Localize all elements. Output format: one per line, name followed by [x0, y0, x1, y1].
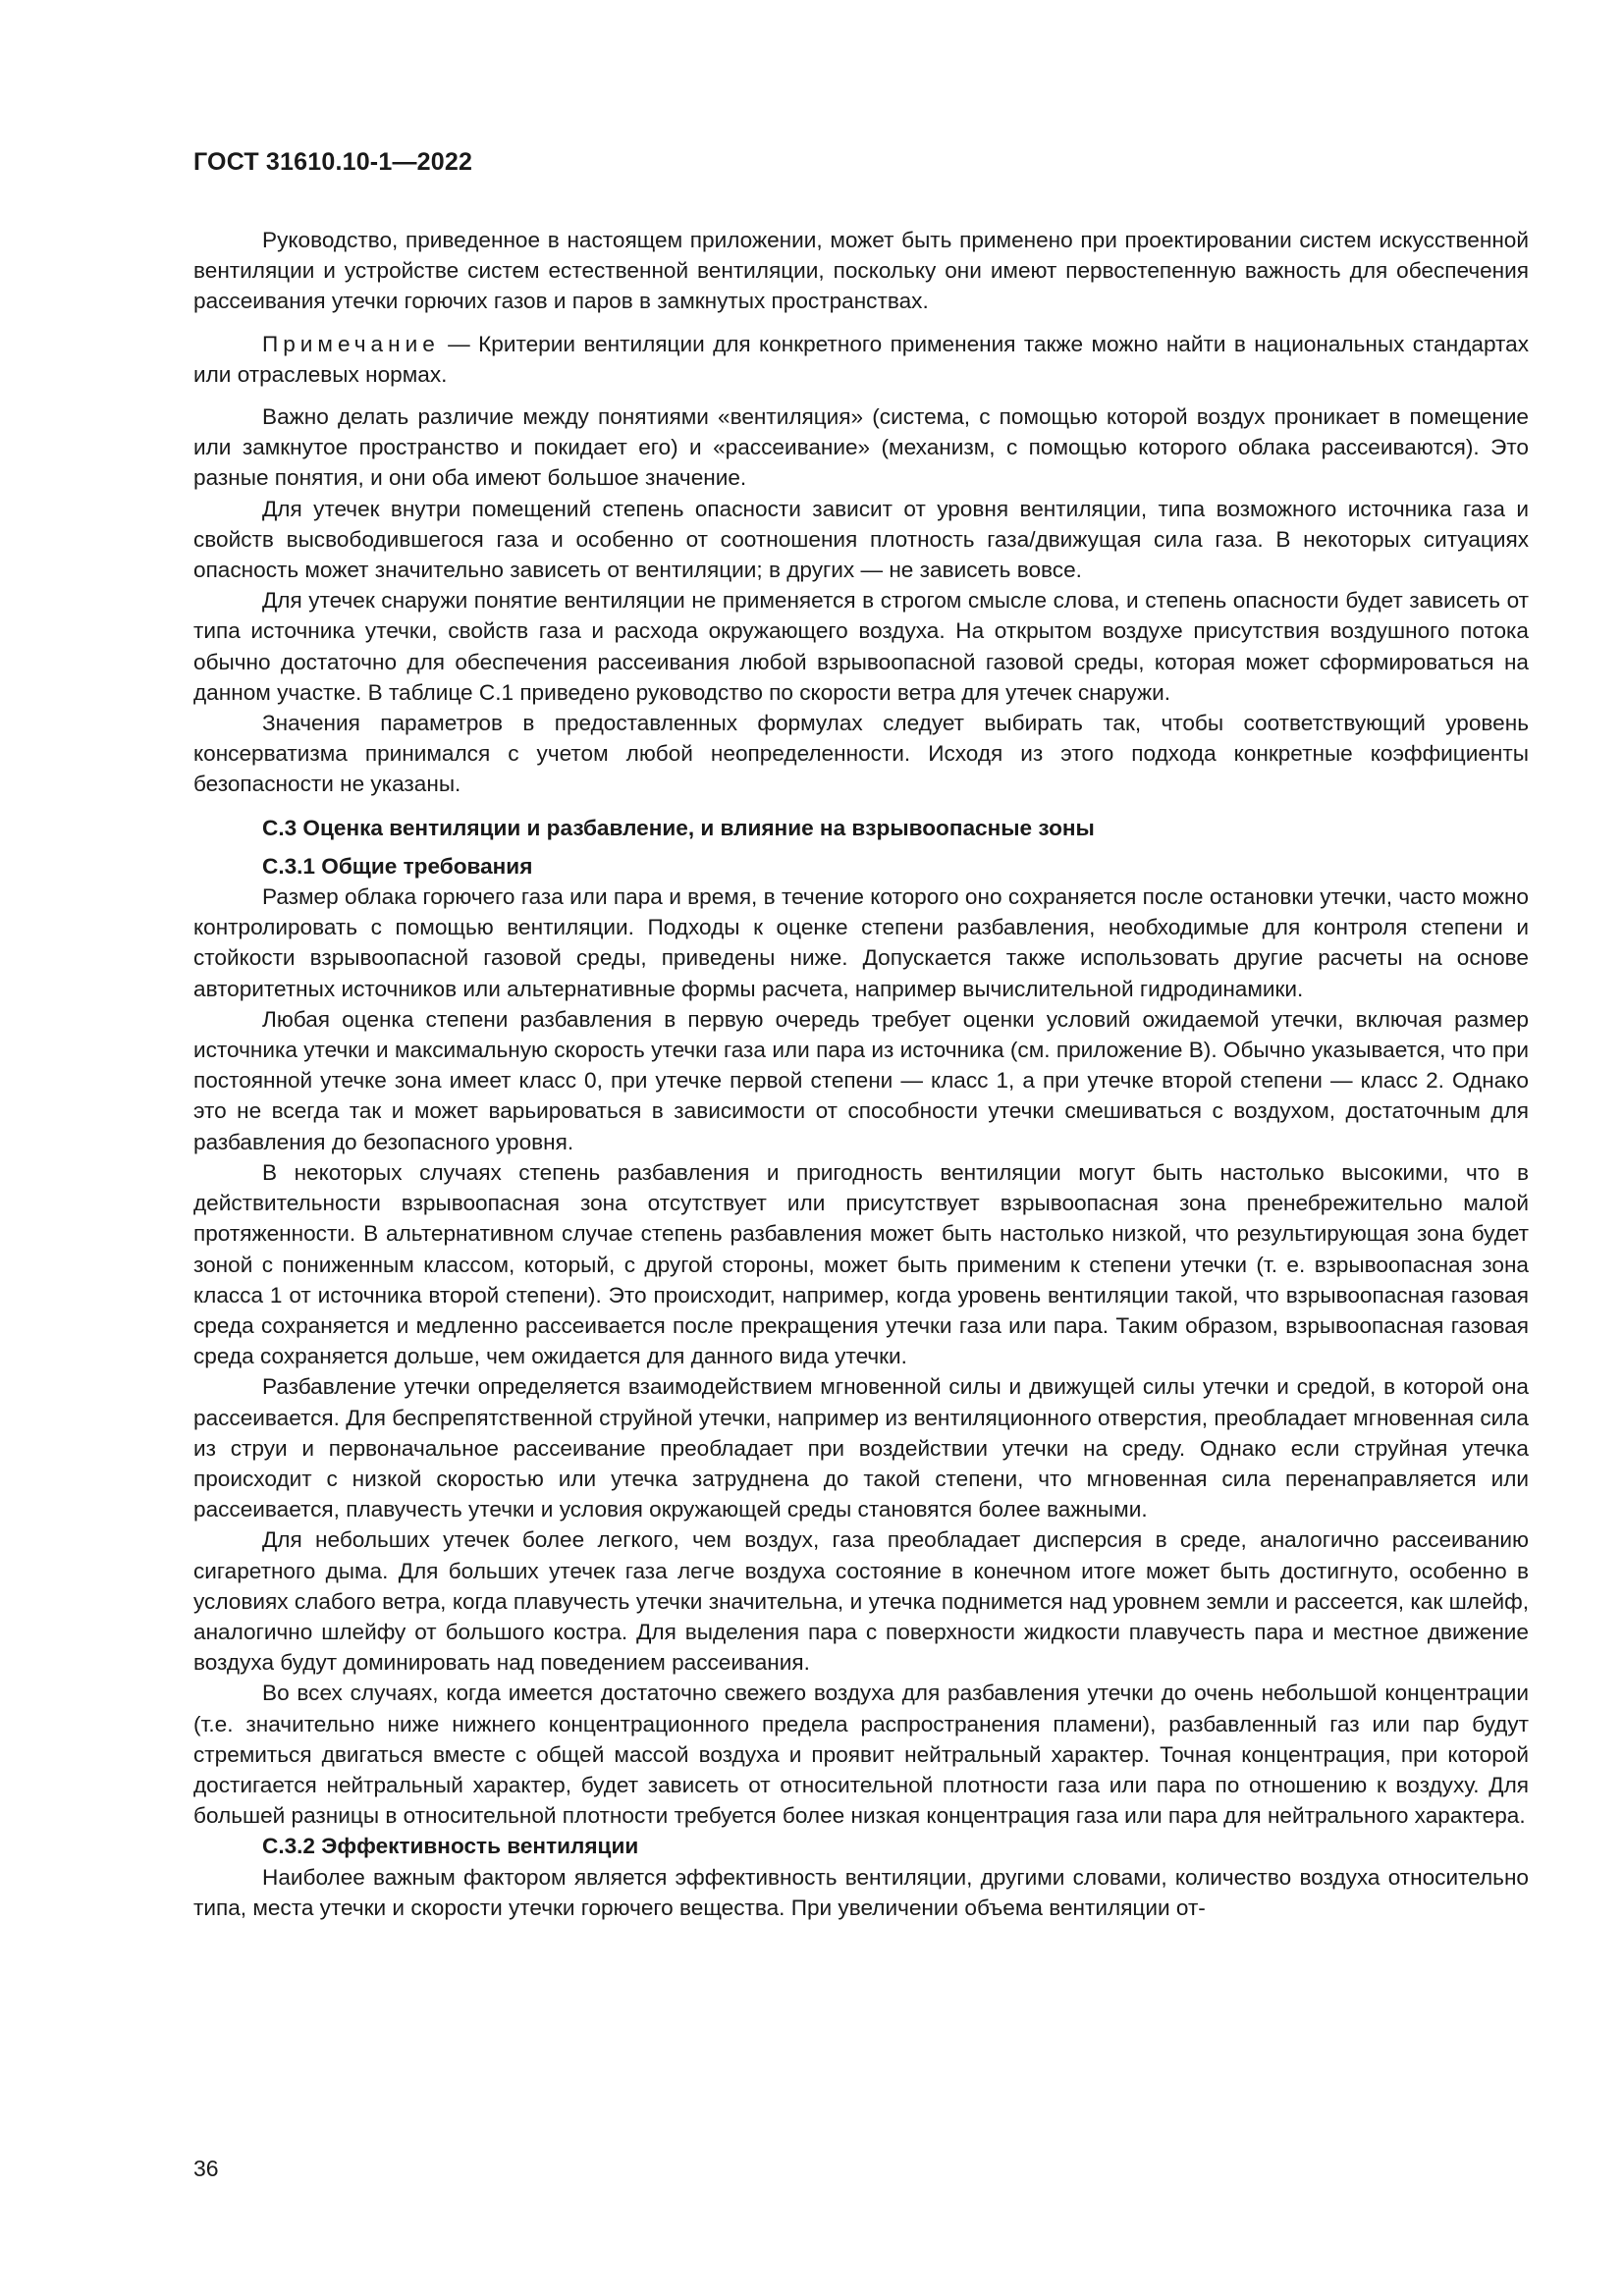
paragraph-outdoor-releases: Для утечек снаружи понятие вентиляции не применяется в строгом смысле слова, и степень опасности будет зависеть от типа источника утечки, свойств газа и расхода окружающего воздуха. На открытом воздухе присутствия воздушного потока обычно достаточно для обеспечения рассеивания любой взрывоопасной газовой среды, которая может сформироваться на данном участке. В таблице С.1 приведено руководство по скорости ветра для утечек снаружи.	[193, 588, 1529, 705]
paragraph-indoor-releases: Для утечек внутри помещений степень опасности зависит от уровня вентиляции, типа возможного источника газа и свойств высвободившегося газа и особенно от соотношения плотность газа/движущая сила газа. В некоторых ситуациях опасность может значительно зависеть от вентиляции; в других — не зависеть вовсе.	[193, 496, 1529, 583]
paragraph-cloud-size: Размер облака горючего газа или пара и время, в течение которого оно сохраняется после остановки утечки, часто можно контролировать с помощью вентиляции. Подходы к оценке степени разбавления, необходимые для контроля степени и стойкости взрывоопасной газовой среды, приведены ниже. Допускается также использовать другие расчеты на основе авторитетных источников или альтернативные формы расчета, например вычислительной гидродинамики.	[193, 884, 1529, 1001]
document-body	[193, 225, 1529, 1923]
paragraph-dilution-degree: В некоторых случаях степень разбавления и пригодность вентиляции могут быть настолько высокими, что в действительности взрывоопасная зона отсутствует или присутствует взрывоопасная зона пренебрежительно малой протяженности. В альтернативном случае степень разбавления может быть настолько низкой, что результирующая зона будет зоной с пониженным классом, который, с другой стороны, может быть применим к степени утечки (т. е. взрывоопасная зона класса 1 от источника второй степени). Это происходит, например, когда уровень вентиляции такой, что взрывоопасная газовая среда сохраняется и медленно рассеивается после прекращения утечки газа или пара. Таким образом, взрывоопасная газовая среда сохраняется дольше, чем ожидается для данного вида утечки.	[193, 1159, 1529, 1369]
note-text: — Критерии вентиляции для конкретного применения также можно найти в национальных стандартах или отраслевых нормах.	[193, 331, 1529, 387]
note-paragraph	[193, 329, 1529, 390]
page-number: 36	[193, 2156, 219, 2181]
note-label: Примечание	[262, 331, 440, 356]
paragraph-ventilation-effectiveness: Наиболее важным фактором является эффективность вентиляции, другими словами, количество воздуха относительно типа, места утечки и скорости утечки горючего вещества. При увеличении объема вентиляции от-	[193, 1864, 1529, 1920]
subsection-heading-c32: С.3.2 Эффективность вентиляции	[262, 1834, 639, 1859]
paragraph-parameter-values: Значения параметров в предоставленных формулах следует выбирать так, чтобы соответствующий уровень консерватизма принимался с учетом любой неопределенности. Исходя из этого подхода конкретные коэффициенты безопасности не указаны.	[193, 711, 1529, 797]
paragraph-small-releases: Для небольших утечек более легкого, чем воздух, газа преобладает дисперсия в среде, аналогично рассеиванию сигаретного дыма. Для больших утечек газа легче воздуха состояние в конечном итоге может быть достигнуто, особенно в условиях слабого ветра, когда плавучесть утечки значительна, и утечка поднимется над уровнем земли и рассеется, как шлейф, аналогично шлейфу от большого костра. Для выделения пара с поверхности жидкости плавучесть пара и местное движение воздуха будут доминировать над поведением рассеивания.	[193, 1527, 1529, 1676]
document-page	[193, 0, 1529, 2296]
paragraph-intro: Руководство, приведенное в настоящем приложении, может быть применено при проектировании систем искусственной вентиляции и устройстве систем естественной вентиляции, поскольку они имеют первостепенную важность для обеспечения рассеивания утечки горючих газов и паров в замкнутых пространствах.	[193, 228, 1529, 314]
document-header: ГОСТ 31610.10-1—2022	[193, 148, 473, 176]
section-heading-c3: С.3 Оценка вентиляции и разбавление, и влияние на взрывоопасные зоны	[262, 815, 1095, 840]
paragraph-fresh-air: Во всех случаях, когда имеется достаточно свежего воздуха для разбавления утечки до очень небольшой концентрации (т.е. значительно ниже нижнего концентрационного предела распространения пламени), разбавленный газ или пар будут стремиться двигаться вместе с общей массой воздуха и проявит нейтральный характер. Точная концентрация, при которой достигается нейтральный характер, будет зависеть от относительной плотности газа или пара по отношению к воздуху. Для большей разницы в относительной плотности требуется более низкая концентрация газа или пара для нейтрального характера.	[193, 1681, 1529, 1829]
paragraph-release-dilution: Разбавление утечки определяется взаимодействием мгновенной силы и движущей силы утечки и средой, в которой она рассеивается. Для беспрепятственной струйной утечки, например из вентиляционного отверстия, преобладает мгновенная сила из струи и первоначальное рассеивание преобладает при воздействии утечки на среду. Однако если струйная утечка происходит с низкой скоростью или утечка затруднена до такой степени, что мгновенная сила перенаправляется или рассеивается, плавучесть утечки и условия окружающей среды становятся более важными.	[193, 1374, 1529, 1522]
paragraph-dilution-assessment: Любая оценка степени разбавления в первую очередь требует оценки условий ожидаемой утечки, включая размер источника утечки и максимальную скорость утечки газа или пара из источника (см. приложение В). Обычно указывается, что при постоянной утечке зона имеет класс 0, при утечке первой степени — класс 1, а при утечке второй степени — класс 2. Однако это не всегда так и может варьироваться в зависимости от способности утечки смешиваться с воздухом, достаточным для разбавления до безопасного уровня.	[193, 1006, 1529, 1154]
subsection-heading-c31: С.3.1 Общие требования	[262, 853, 533, 879]
paragraph-ventilation-vs-dispersion: Важно делать различие между понятиями «вентиляция» (система, с помощью которой воздух проникает в помещение или замкнутое пространство и покидает его) и «рассеивание» (механизм, с помощью которого облака рассеиваются). Это разные понятия, и они оба имеют большое значение.	[193, 404, 1529, 491]
